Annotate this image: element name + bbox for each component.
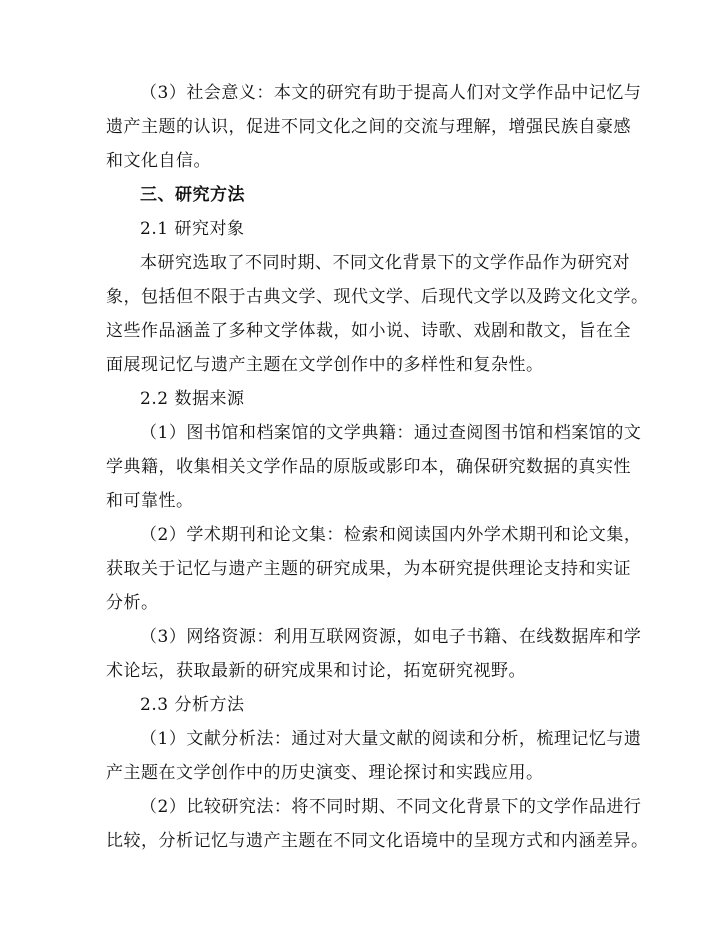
subsection-heading-2-2: 2.2 数据来源 [140, 389, 245, 409]
list-item-2-2-1-line-2: 学典籍，收集相关文学作品的原版或影印本，确保研究数据的真实性 [106, 457, 631, 477]
list-item-2-3-1-line-2: 产主题在文学创作中的历史演变、理论探讨和实践应用。 [106, 763, 544, 783]
paragraph-2-1-line-3: 这些作品涵盖了多种文学体裁，如小说、诗歌、戏剧和散文，旨在全 [106, 321, 631, 341]
subsection-heading-2-3: 2.3 分析方法 [140, 695, 245, 715]
section-heading-research-methods: 三、研究方法 [140, 185, 245, 205]
list-item-2-2-3-line-1: （3）网络资源：利用互联网资源，如电子书籍、在线数据库和学 [140, 627, 642, 647]
list-item-2-3-1-line-1: （1）文献分析法：通过对大量文献的阅读和分析，梳理记忆与遗 [140, 729, 642, 749]
list-item-2-2-3-line-2: 术论坛，获取最新的研究成果和讨论，拓宽研究视野。 [106, 661, 526, 681]
paragraph-social-meaning-line-3: 和文化自信。 [106, 151, 211, 171]
list-item-2-2-1-line-3: 和可靠性。 [106, 491, 194, 511]
paragraph-social-meaning-line-1: （3）社会意义：本文的研究有助于提高人们对文学作品中记忆与 [140, 83, 642, 103]
list-item-2-3-2-line-1: （2）比较研究法：将不同时期、不同文化背景下的文学作品进行 [140, 797, 642, 817]
paragraph-2-1-line-1: 本研究选取了不同时期、不同文化背景下的文学作品作为研究对 [140, 253, 630, 273]
paragraph-2-1-line-2: 象，包括但不限于古典文学、现代文学、后现代文学以及跨文化文学。 [106, 287, 649, 307]
subsection-heading-2-1: 2.1 研究对象 [140, 219, 245, 239]
list-item-2-2-1-line-1: （1）图书馆和档案馆的文学典籍：通过查阅图书馆和档案馆的文 [140, 423, 642, 443]
paragraph-2-1-line-4: 面展现记忆与遗产主题在文学创作中的多样性和复杂性。 [106, 355, 544, 375]
list-item-2-2-2-line-2: 获取关于记忆与遗产主题的研究成果，为本研究提供理论支持和实证 [106, 559, 631, 579]
list-item-2-2-2-line-1: （2）学术期刊和论文集：检索和阅读国内外学术期刊和论文集， [140, 525, 642, 545]
paragraph-social-meaning-line-2: 遗产主题的认识，促进不同文化之间的交流与理解，增强民族自豪感 [106, 117, 631, 137]
list-item-2-2-2-line-3: 分析。 [106, 593, 159, 613]
list-item-2-3-2-line-2: 比较，分析记忆与遗产主题在不同文化语境中的呈现方式和内涵差异。 [106, 831, 649, 851]
